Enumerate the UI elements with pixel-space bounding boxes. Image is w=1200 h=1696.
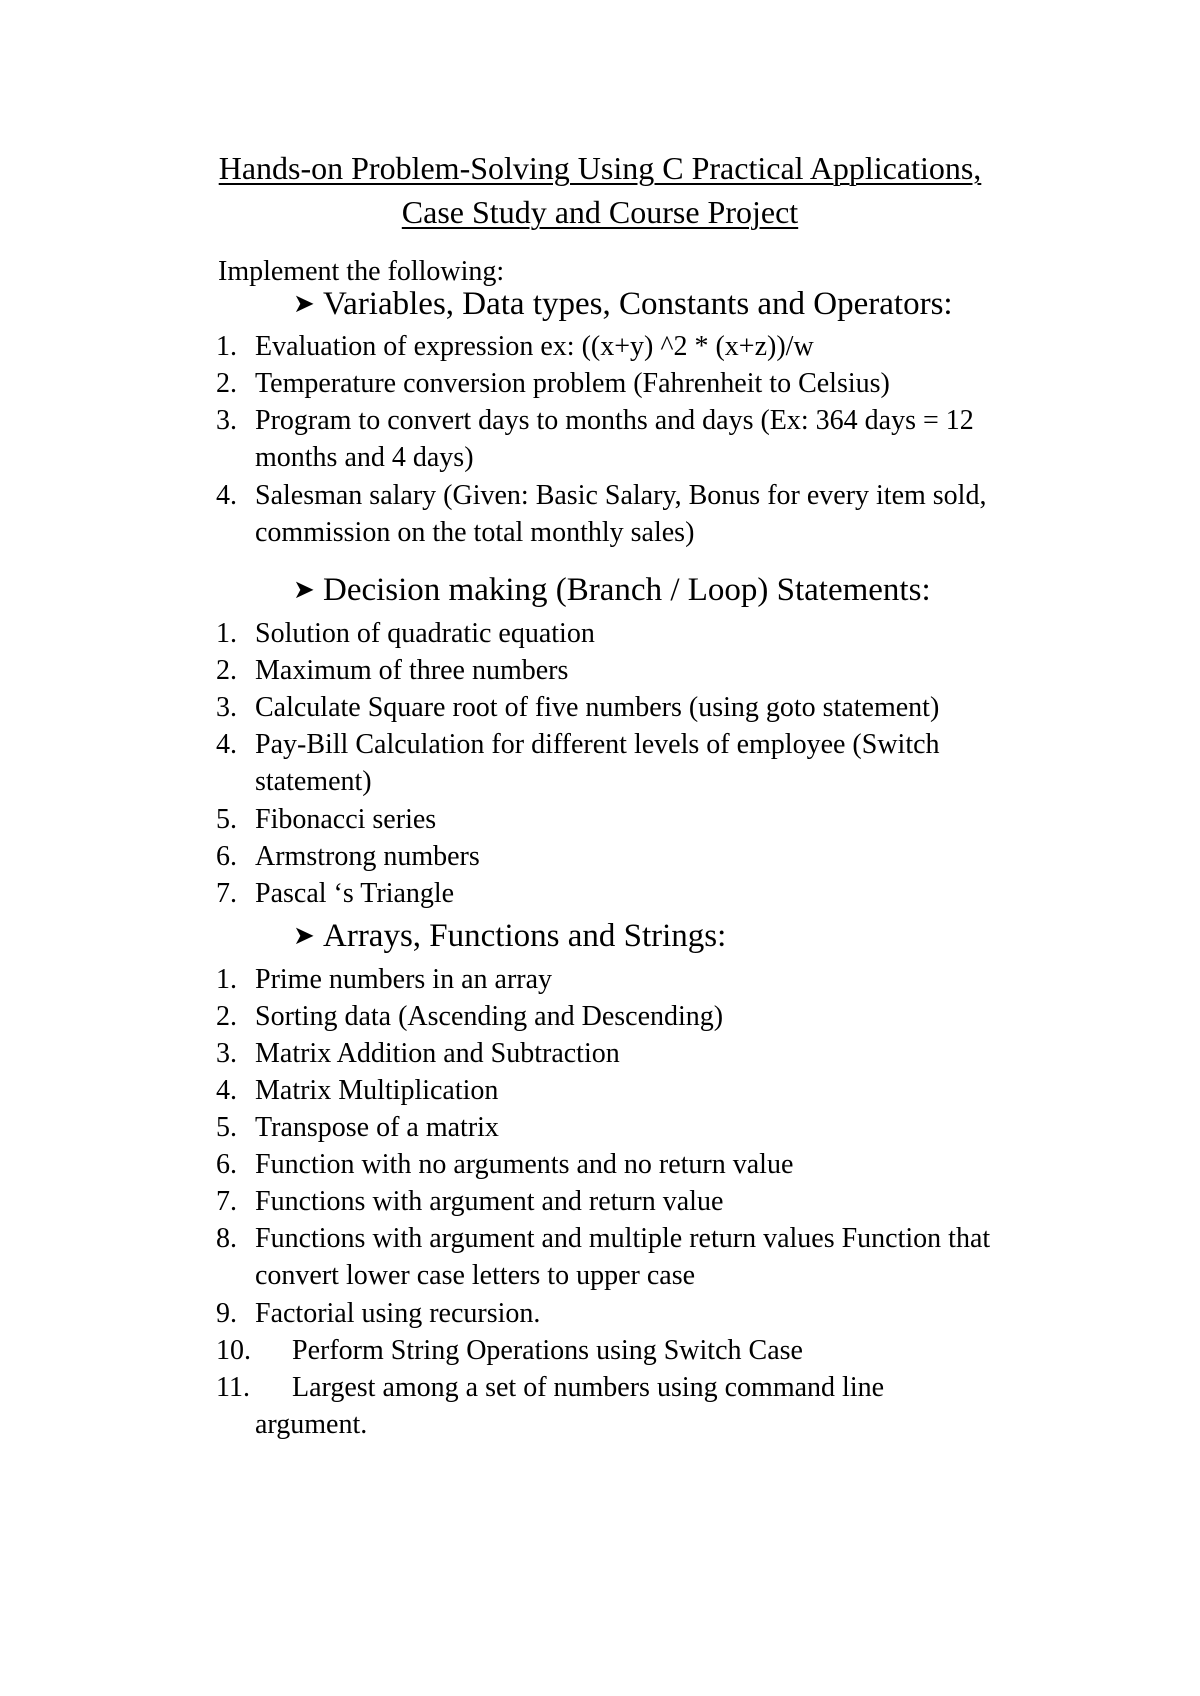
list-item-text: Salesman salary (Given: Basic Salary, Bonus for every item sold, commission on the total monthly sales) [255, 480, 987, 548]
list-item-number: 3. [216, 405, 237, 436]
list-item-text: Calculate Square root of five numbers (using goto statement) [255, 692, 940, 723]
list-item-number: 2. [216, 368, 237, 399]
list-item-text: Temperature conversion problem (Fahrenheit to Celsius) [255, 368, 890, 399]
list-item-number: 7. [216, 878, 237, 909]
list-item-number: 5. [216, 804, 237, 835]
list-item-text: Evaluation of expression ex: ((x+y) ^2 * (x+z))/w [255, 331, 814, 362]
right-arrow-bullet-icon: ➤ [293, 575, 315, 604]
list-item-text: Armstrong numbers [255, 841, 480, 872]
list-item-text: Pay-Bill Calculation for different levels of employee (Switch statement) [255, 729, 940, 797]
list-item-text-continuation: argument. [255, 1409, 368, 1440]
list-item-text: Matrix Multiplication [255, 1075, 499, 1106]
list-item-number: 10. [216, 1335, 251, 1366]
section-heading-arrays-functions [293, 916, 726, 956]
list-item-text: Functions with argument and return value [255, 1186, 724, 1217]
list-item-number: 5. [216, 1112, 237, 1143]
list-item-text: Maximum of three numbers [255, 655, 569, 686]
list-item-number: 2. [216, 655, 237, 686]
list-item-number: 4. [216, 729, 237, 760]
document-title-line-2: Case Study and Course Project [401, 194, 799, 230]
list-item-text: Solution of quadratic equation [255, 618, 595, 649]
right-arrow-bullet-icon: ➤ [293, 289, 315, 318]
list-item-number: 11. [216, 1372, 250, 1403]
list-item-text: Pascal ‘s Triangle [255, 878, 455, 909]
right-arrow-bullet-icon: ➤ [293, 921, 315, 950]
list-item-text-first-line: Largest among a set of numbers using command line [292, 1372, 885, 1403]
list-item-number: 3. [216, 692, 237, 723]
list-item-number: 6. [216, 841, 237, 872]
list-item-number: 3. [216, 1038, 237, 1069]
list-item-text: Sorting data (Ascending and Descending) [255, 1001, 724, 1032]
intro-text: Implement the following: [218, 256, 505, 287]
section-heading-text: Decision making (Branch / Loop) Statements: [323, 572, 931, 608]
list-item-text: Fibonacci series [255, 804, 437, 835]
list-item-number: 6. [216, 1149, 237, 1180]
list-item-number: 4. [216, 480, 237, 511]
section-heading-variables [293, 284, 953, 324]
list-item-number: 7. [216, 1186, 237, 1217]
list-item-text: Transpose of a matrix [255, 1112, 499, 1143]
list-item-text [255, 1369, 1012, 1443]
list-item-text: Functions with argument and multiple return values Function that convert lower case letters to upper case [255, 1223, 991, 1291]
list-item-number: 2. [216, 1001, 237, 1032]
list-item-text: Factorial using recursion. [255, 1298, 541, 1329]
list-item-text: Perform String Operations using Switch Case [292, 1335, 803, 1366]
document-title-line-1: Hands-on Problem-Solving Using C Practical Applications, [218, 150, 982, 186]
list-item-number: 4. [216, 1075, 237, 1106]
list-item-text: Matrix Addition and Subtraction [255, 1038, 620, 1069]
section-heading-text: Variables, Data types, Constants and Operators: [323, 286, 953, 322]
list-item-text: Function with no arguments and no return value [255, 1149, 794, 1180]
section-heading-decision-making [293, 570, 931, 610]
list-item-number: 1. [216, 331, 237, 362]
list-item-number: 1. [216, 618, 237, 649]
list-item-number: 8. [216, 1223, 237, 1254]
list-item-text: Prime numbers in an array [255, 964, 553, 995]
list-item-number: 9. [216, 1298, 237, 1329]
list-item-number: 1. [216, 964, 237, 995]
list-item-text: Program to convert days to months and days (Ex: 364 days = 12 months and 4 days) [255, 405, 974, 473]
section-heading-text: Arrays, Functions and Strings: [323, 918, 727, 954]
